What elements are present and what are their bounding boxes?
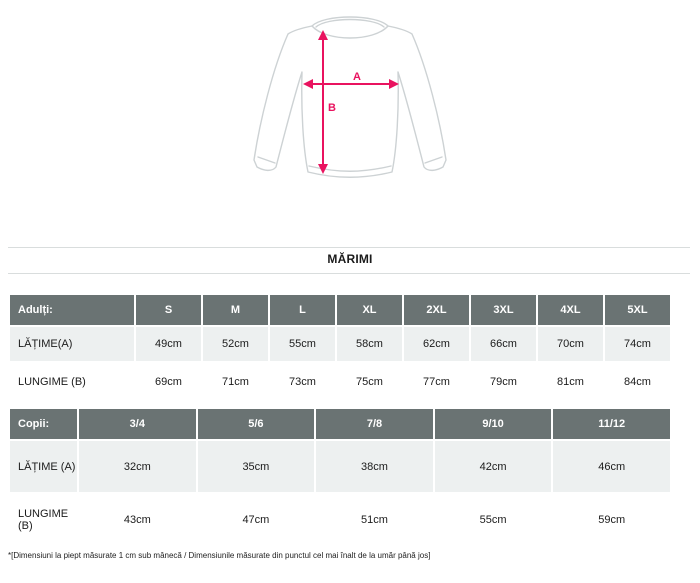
adult-length-value: 75cm (356, 376, 383, 388)
adult-width-value: 70cm (538, 327, 603, 361)
children-length-value: 59cm (598, 513, 626, 526)
adult-length-row-label: LUNGIME (B) (18, 376, 86, 388)
adult-size-header: XL (337, 295, 402, 325)
children-width-row (10, 441, 670, 492)
children-width-value: 46cm (553, 441, 670, 492)
children-size-table (10, 409, 670, 547)
adult-table-header-row (10, 295, 670, 325)
adult-length-value: 79cm (490, 376, 517, 388)
adult-width-value: 52cm (203, 327, 268, 361)
children-width-value: 42cm (435, 441, 552, 492)
divider-top (8, 247, 690, 248)
children-length-row (10, 494, 670, 545)
adult-size-header: 5XL (605, 295, 670, 325)
adult-length-value: 69cm (155, 376, 182, 388)
adult-width-value: 49cm (136, 327, 201, 361)
adult-size-header: M (203, 295, 268, 325)
length-label-b: B (328, 102, 336, 114)
children-size-header: 3/4 (79, 409, 196, 439)
children-length-value: 51cm (361, 513, 388, 526)
adult-length-value: 84cm (624, 376, 651, 388)
adult-size-header: S (136, 295, 201, 325)
adult-table-label: Adulți: (10, 295, 134, 325)
children-size-header: 7/8 (316, 409, 433, 439)
adult-size-table (10, 295, 670, 403)
children-length-value: 43cm (123, 513, 151, 526)
adult-width-value: 74cm (605, 327, 670, 361)
adult-width-row (10, 327, 670, 361)
children-length-row-label: LUNGIME (B) (18, 507, 69, 532)
children-table-header-row (10, 409, 670, 439)
children-length-value: 55cm (479, 513, 507, 526)
children-table-label: Copii: (10, 409, 77, 439)
children-size-header: 5/6 (198, 409, 315, 439)
long-sleeve-shirt-icon (228, 8, 472, 190)
page-title: MĂRIMI (327, 252, 373, 266)
adult-width-value: 55cm (270, 327, 335, 361)
adult-width-value: 58cm (337, 327, 402, 361)
adult-size-header: 2XL (404, 295, 469, 325)
width-label-a: A (353, 71, 361, 83)
adult-width-row-label: LĂȚIME(A) (10, 327, 134, 361)
adult-size-header: 3XL (471, 295, 536, 325)
adult-length-value: 71cm (222, 376, 249, 388)
adult-length-row (10, 363, 670, 401)
adult-length-value: 73cm (289, 376, 316, 388)
children-length-value: 47cm (242, 513, 270, 526)
children-width-value: 32cm (79, 441, 196, 492)
adult-width-value: 62cm (404, 327, 469, 361)
adult-length-value: 77cm (423, 376, 450, 388)
shirt-measurement-diagram (228, 8, 472, 190)
children-width-row-label: LĂȚIME (A) (10, 441, 77, 492)
adult-width-value: 66cm (471, 327, 536, 361)
divider-bottom (8, 273, 690, 274)
adult-length-value: 81cm (557, 376, 584, 388)
children-width-value: 35cm (198, 441, 315, 492)
children-width-value: 38cm (316, 441, 433, 492)
adult-size-header: L (270, 295, 335, 325)
adult-size-header: 4XL (538, 295, 603, 325)
children-size-header: 9/10 (435, 409, 552, 439)
measurement-footnote: *[Dimensiuni la piept măsurate 1 cm sub mânecă / Dimensiunile măsurate din punctul cel mai înalt de la umăr până jos] (8, 551, 431, 560)
children-size-header: 11/12 (553, 409, 670, 439)
